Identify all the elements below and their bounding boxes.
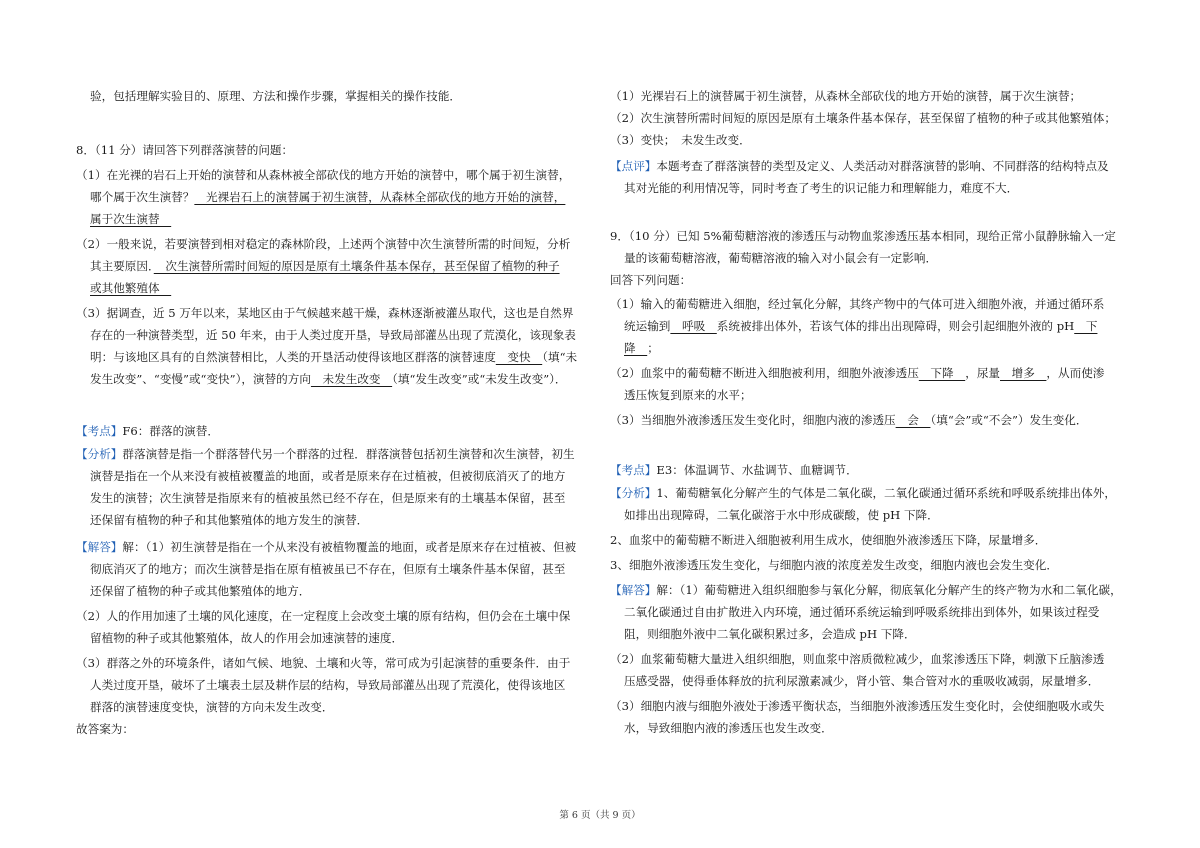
text-segment: 群落演替是指一个群落替代另一个群落的过程．群落演替包括初生演替和次生演替，初生 bbox=[122, 447, 575, 461]
text-segment: （1）输入的葡萄糖进入细胞，经过氧化分解，其终产物中的气体可进入细胞外液，并通过循环系 bbox=[610, 297, 1105, 311]
text-line bbox=[624, 673, 1099, 689]
text-line bbox=[610, 582, 1122, 598]
text-segment: 解：（1）初生演替是指在一个从来没有被植物覆盖的地面，或者是原来存在过植被、但被 bbox=[122, 540, 577, 554]
text-segment: 还保留有植物的种子和其他繁殖体的地方发生的演替． bbox=[90, 513, 369, 527]
text-line bbox=[610, 651, 1104, 667]
text-line bbox=[610, 296, 1104, 312]
text-line bbox=[90, 258, 560, 274]
text-segment: 阻，则细胞外液中二氧化碳积累过多，会造成 pH 下降． bbox=[624, 627, 916, 641]
text-line bbox=[624, 340, 659, 356]
text-segment: 存在的一种演替类型，近 50 年来，由于人类过度开垦，导致局部灌丛出现了荒漠化，该现象表 bbox=[90, 328, 576, 342]
text-segment: 9．（10 分）已知 5%葡萄糖溶液的渗透压与动物血浆渗透压基本相同，现给正常小鼠静脉输入一定 bbox=[610, 229, 1116, 243]
text-segment: 透压恢复到原来的水平； bbox=[624, 388, 752, 402]
text-line bbox=[90, 189, 565, 205]
text-line bbox=[624, 507, 939, 523]
text-segment: 还保留了植物的种子或其他繁殖体的地方． bbox=[90, 584, 311, 598]
text-segment: F6：群落的演替． bbox=[122, 424, 219, 438]
text-segment: （填“发生改变”或“未发生改变”）． bbox=[392, 372, 567, 386]
text-line bbox=[610, 462, 858, 478]
text-segment: 3、细胞外液渗透压发生变化，与细胞内液的浓度差发生改变，细胞内液也会发生变化． bbox=[610, 558, 1058, 572]
text-line bbox=[90, 280, 171, 296]
section-tag: 【分析】 bbox=[76, 447, 123, 461]
text-line bbox=[76, 539, 576, 555]
text-segment: （填“未 bbox=[542, 350, 578, 364]
text-segment: （2）血浆中的葡萄糖不断进入细胞被利用，细胞外液渗透压 bbox=[610, 366, 919, 380]
section-tag: 【解答】 bbox=[76, 540, 123, 554]
text-segment: 本题考查了群落演替的类型及定义、人类活动对群落演替的影响、不同群落的结构特点及 bbox=[656, 159, 1109, 173]
text-segment: 如排出出现障碍，二氧化碳溶于水中形成碳酸，使 pH 下降． bbox=[624, 508, 939, 522]
text-segment: 统运输到 bbox=[624, 319, 671, 333]
text-line bbox=[610, 110, 1116, 126]
text-segment: 其主要原因． bbox=[90, 259, 154, 273]
answer-blank: 会 bbox=[895, 413, 931, 427]
text-line bbox=[624, 626, 916, 642]
text-segment: 发生的演替；次生演替是指原来有的植被虽然已经不存在，但是原来有的土壤基本保留，甚至 bbox=[90, 491, 566, 505]
text-segment: 解：（1）葡萄糖进入组织细胞参与氧化分解，彻底氧化分解产生的终产物为水和二氧化碳， bbox=[656, 583, 1122, 597]
text-line bbox=[90, 371, 567, 387]
text-segment: 二氧化碳通过自由扩散进入内环境，通过循环系统运输到呼吸系统排出到体外，如果该过程受 bbox=[624, 605, 1100, 619]
text-line bbox=[610, 485, 1116, 501]
text-line bbox=[90, 512, 368, 528]
text-segment: （2）一般来说，若要演替到相对稳定的森林阶段，上述两个演替中次生演替所需的时间短，分析 bbox=[76, 237, 571, 251]
text-segment: 8．（11 分）请回答下列群落演替的问题： bbox=[76, 143, 294, 157]
text-segment: 其对光能的利用情况等，同时考查了考生的识记能力和理解能力，难度不大． bbox=[624, 181, 1019, 195]
text-line bbox=[90, 699, 333, 715]
section-tag: 【考点】 bbox=[610, 463, 657, 477]
answer-blank: 变快 bbox=[495, 350, 543, 364]
page-footer: 第 6 页（共 9 页） bbox=[559, 810, 641, 821]
text-segment: （3）细胞内液与细胞外液处于渗透平衡状态，当细胞外液渗透压发生变化时，会使细胞吸水或失 bbox=[610, 699, 1105, 713]
section-tag: 【分析】 bbox=[610, 486, 657, 500]
text-segment: 水，导致细胞内液的渗透压也发生改变． bbox=[624, 721, 833, 735]
text-segment: 人类过度开垦，破坏了土壤表土层及耕作层的结构，导致局部灌丛出现了荒漠化，使得该地区 bbox=[90, 678, 566, 692]
text-line bbox=[610, 412, 1087, 428]
text-line bbox=[610, 228, 1116, 244]
text-segment: 压感受器，使得垂体释放的抗利尿激素减少，肾小管、集合管对水的重吸收减弱，尿量增多． bbox=[624, 674, 1100, 688]
text-line bbox=[76, 446, 575, 462]
text-segment: （3）当细胞外液渗透压发生变化时，细胞内液的渗透压 bbox=[610, 413, 896, 427]
text-segment: 回答下列问题： bbox=[610, 273, 692, 287]
text-line bbox=[90, 630, 403, 646]
text-line bbox=[76, 608, 570, 624]
text-line bbox=[76, 423, 219, 439]
text-line bbox=[90, 211, 171, 227]
text-segment: （填“会”或“不会”）发生变化． bbox=[930, 413, 1088, 427]
text-segment: （3）群落之外的环境条件，诸如气候、地貌、土壤和火等，常可成为引起演替的重要条件．由于 bbox=[76, 656, 571, 670]
answer-blank: 下降 bbox=[918, 366, 966, 380]
text-segment: 留植物的种子或其他繁殖体，故人的作用会加速演替的速度． bbox=[90, 631, 404, 645]
text-segment: 明：与该地区具有的自然演替相比，人类的开垦活动使得该地区群落的演替速度 bbox=[90, 350, 496, 364]
answer-blank: 未发生改变 bbox=[310, 372, 393, 386]
text-line bbox=[624, 318, 1097, 334]
answer-blank: 降 bbox=[624, 341, 648, 355]
answer-blank: 次生演替所需时间短的原因是原有土壤条件基本保存，甚至保留了植物的种子 bbox=[153, 259, 560, 273]
text-segment: （3）据调查，近 5 万年以来，某地区由于气候越来越干燥，森林逐渐被灌丛取代，这也是自然界 bbox=[76, 306, 574, 320]
text-segment: （1）在光裸的岩石上开始的演替和从森林被全部砍伐的地方开始的演替中，哪个属于初生演替， bbox=[76, 168, 571, 182]
text-line bbox=[90, 468, 565, 484]
text-line bbox=[76, 142, 293, 158]
section-tag: 【解答】 bbox=[610, 583, 657, 597]
text-line bbox=[624, 720, 833, 736]
text-segment: 1、葡萄糖氧化分解产生的气体是二氧化碳，二氧化碳通过循环系统和呼吸系统排出体外， bbox=[656, 486, 1116, 500]
text-segment: 哪个属于次生演替？ bbox=[90, 190, 195, 204]
text-segment: 2、血浆中的葡萄糖不断进入细胞被利用生成水，使细胞外液渗透压下降，尿量增多． bbox=[610, 533, 1047, 547]
text-segment: （2）人的作用加速了土壤的风化速度，在一定程度上会改变土壤的原有结构，但仍会在土壤中保 bbox=[76, 609, 571, 623]
text-segment: 故答案为： bbox=[76, 722, 134, 736]
answer-blank: 属于次生演替 bbox=[90, 212, 172, 226]
answer-blank: 下 bbox=[1074, 319, 1098, 333]
text-line bbox=[90, 677, 565, 693]
text-line bbox=[90, 561, 565, 577]
text-line bbox=[76, 236, 570, 252]
text-line bbox=[90, 88, 461, 104]
text-line bbox=[610, 88, 1081, 104]
text-line bbox=[624, 180, 1018, 196]
text-line bbox=[610, 132, 751, 148]
text-segment: 验，包括理解实验目的、原理、方法和操作步骤，掌握相关的操作技能． bbox=[90, 89, 462, 103]
answer-blank: 或其他繁殖体 bbox=[90, 281, 172, 295]
text-line bbox=[610, 532, 1046, 548]
text-segment: 系统被排出体外，若该气体的排出出现障碍，则会引起细胞外液的 pH bbox=[716, 319, 1075, 333]
text-segment: （2）血浆葡萄糖大量进入组织细胞，则血浆中溶质微粒减少，血浆渗透压下降，刺激下丘脑渗透 bbox=[610, 652, 1105, 666]
text-line bbox=[624, 387, 752, 403]
text-line bbox=[76, 167, 570, 183]
answer-blank: 光裸岩石上的演替属于初生演替，从森林全部砍伐的地方开始的演替， bbox=[194, 190, 566, 204]
text-segment: 演替是指在一个从来没有被植被覆盖的地面，或者是原来存在过植被，但被彻底消灭了的地方 bbox=[90, 469, 566, 483]
text-line bbox=[610, 365, 1104, 381]
text-segment: （2）次生演替所需时间短的原因是原有土壤条件基本保存，甚至保留了植物的种子或其他繁殖体； bbox=[610, 111, 1116, 125]
text-line bbox=[76, 655, 570, 671]
text-segment: ，尿量 bbox=[965, 366, 1001, 380]
text-segment: （1）光裸岩石上的演替属于初生演替，从森林全部砍伐的地方开始的演替，属于次生演替； bbox=[610, 89, 1082, 103]
text-line bbox=[76, 721, 134, 737]
section-tag: 【考点】 bbox=[76, 424, 123, 438]
text-segment: （3）变快； 未发生改变． bbox=[610, 133, 751, 147]
text-line bbox=[624, 604, 1099, 620]
text-segment: 量的该葡萄糖溶液，葡萄糖溶液的输入对小鼠会有一定影响． bbox=[624, 251, 938, 265]
text-segment: 群落的演替速度变快，演替的方向未发生改变． bbox=[90, 700, 334, 714]
text-segment: 发生改变”、“变慢”或“变快”），演替的方向 bbox=[90, 372, 311, 386]
text-line bbox=[610, 272, 691, 288]
text-line bbox=[90, 583, 310, 599]
text-segment: ； bbox=[647, 341, 659, 355]
text-line bbox=[90, 327, 576, 343]
text-line bbox=[610, 698, 1104, 714]
text-segment: 彻底消灭了的地方；而次生演替是指在原有植被虽已不存在，但原有土壤条件基本保留，甚至 bbox=[90, 562, 566, 576]
text-segment: E3：体温调节、水盐调节、血糖调节． bbox=[656, 463, 858, 477]
text-line bbox=[76, 305, 573, 321]
text-segment: ，从而使渗 bbox=[1046, 366, 1105, 380]
answer-blank: 呼吸 bbox=[670, 319, 717, 333]
answer-blank: 增多 bbox=[1000, 366, 1047, 380]
text-line bbox=[90, 349, 577, 365]
text-line bbox=[610, 557, 1058, 573]
text-line bbox=[90, 490, 565, 506]
section-tag: 【点评】 bbox=[610, 159, 657, 173]
text-line bbox=[610, 158, 1109, 174]
text-line bbox=[624, 250, 937, 266]
